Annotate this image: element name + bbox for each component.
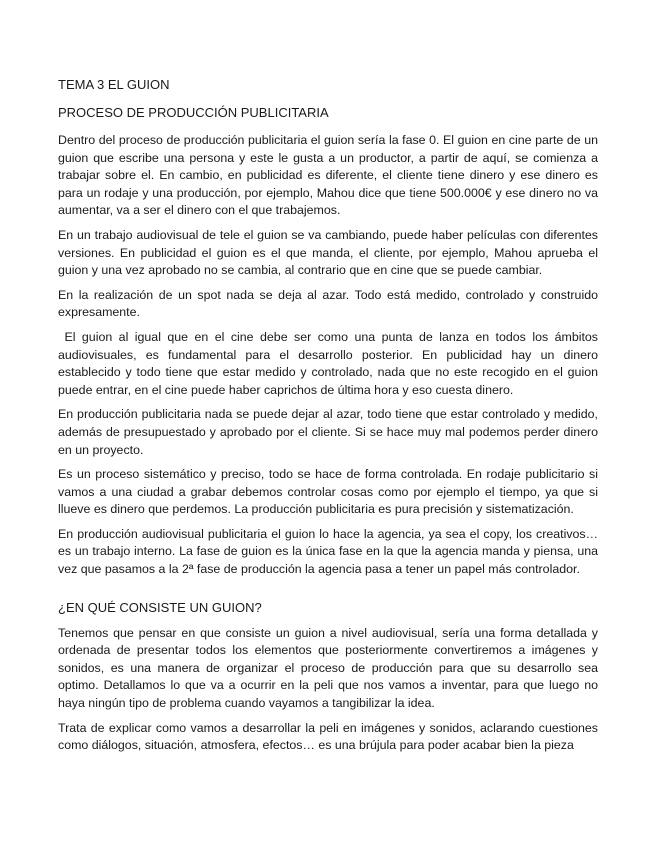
paragraph: Dentro del proceso de producción publicitaria el guion sería la fase 0. El guion en cine parte de un guion que escribe una persona y este le gusta a un productor, a partir de aquí, se comienza a trabajar sobre el. En cambio, en publicidad es diferente, el cliente tiene dinero y ese dinero es para un rodaje y una producción, por ejemplo, Mahou dice que tiene 500.000€ y ese dinero no va aumentar, va a ser el dinero con el que trabajemos. (58, 133, 598, 218)
paragraph: En producción publicitaria nada se puede dejar al azar, todo tiene que estar controlado y medido, además de presupuestado y aprobado por el cliente. Si se hace muy mal podemos perder dinero en un proyecto. (58, 407, 598, 457)
paragraph: En la realización de un spot nada se deja al azar. Todo está medido, controlado y construido expresamente. (58, 287, 598, 320)
paragraph: Trata de explicar como vamos a desarrollar la peli en imágenes y sonidos, aclarando cuestiones como diálogos, situación, atmosfera, efectos… es una brújula para poder acabar bien la pieza (58, 720, 598, 753)
paragraph: Es un proceso sistemático y preciso, todo se hace de forma controlada. En rodaje publicitario si vamos a una ciudad a grabar debemos controlar cosas como por ejemplo el tiempo, ya que si llueve es dinero que perdemos. La producción publicitaria es pura precisión y sistematización. (58, 467, 598, 517)
paragraph: Tenemos que pensar en que consiste un guion a nivel audiovisual, sería una forma detallada y ordenada de presentar todos los elementos que posteriormente convertiremos a imágenes y sonidos, es una manera de organizar el proceso de producción para que su desarrollo sea optimo. Detallamos lo que va a ocurrir en la peli que nos vamos a inventar, para que luego no haya ningún tipo de problema cuando vayamos a tangibilizar la idea. (58, 625, 598, 711)
paragraph: En un trabajo audiovisual de tele el guion se va cambiando, puede haber películas con diferentes versiones. En publicidad el guion es el que manda, el cliente, por ejemplo, Mahou aprueba el guion y una vez aprobado no se cambia, al contrario que en cine que se puede cambiar. (58, 227, 598, 278)
section-heading-proceso: PROCESO DE PRODUCCIÓN PUBLICITARIA (58, 105, 329, 120)
section-heading-que-es-guion: ¿EN QUÉ CONSISTE UN GUION? (58, 599, 262, 615)
paragraph: El guion al igual que en el cine debe ser como una punta de lanza en todos los ámbitos audiovisuales, es fundamental para el desarrollo posterior. En publicidad hay un dinero establecido y todo tiene que estar medido y controlado, nada que no este recogido en el guion puede entrar, en el cine puede haber caprichos de última hora y eso cuesta dinero. (58, 329, 602, 397)
paragraph: En producción audiovisual publicitaria el guion lo hace la agencia, ya sea el copy, los creativos… es un trabajo interno. La fase de guion es la única fase en la que la agencia manda y piensa, una vez que pasamos a la 2ª fase de producción la agencia pasa a tener un papel más controlador. (58, 526, 598, 577)
document-title: TEMA 3 EL GUION (58, 77, 170, 92)
document-page (58, 76, 602, 762)
